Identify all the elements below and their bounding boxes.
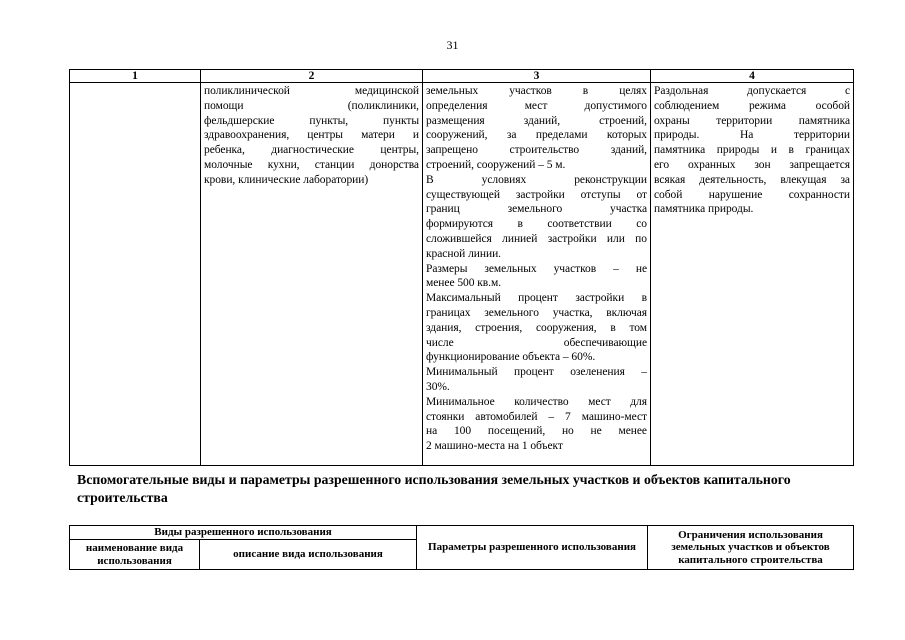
column-header-4: 4 — [651, 70, 854, 83]
main-table — [69, 69, 854, 466]
cell-paragraph — [426, 84, 647, 173]
cell-text-line: 30%. — [426, 380, 450, 393]
cell-text-line: строений, сооружений – 5 м. — [426, 158, 566, 171]
cell-text-line: В условиях реконструкции — [426, 173, 647, 186]
cell-text-line: числе обеспечивающие — [426, 336, 647, 349]
cell-text-line: размещения зданий, строений, — [426, 114, 647, 127]
cell-text-line: памятника природы и в границах — [654, 144, 850, 157]
main-table-header-row — [70, 70, 854, 83]
column-header-1: 1 — [70, 70, 201, 83]
cell-paragraph — [426, 291, 647, 365]
cell-text-line: поликлинической медицинской — [204, 85, 419, 97]
cell-text-line: определения мест допустимого — [426, 99, 647, 112]
cell-text-line: стоянки автомобилей – 7 машино-мест — [426, 410, 647, 423]
cell-text-line: природы. На территории — [654, 129, 850, 142]
table-row — [70, 83, 854, 466]
header-use-type-description: описание вида использования — [200, 540, 417, 570]
cell-text-line: Максимальный процент застройки в — [426, 292, 647, 305]
aux-table — [69, 525, 854, 570]
cell-text-line: Размеры земельных участков – не — [426, 262, 647, 275]
cell-text-line: сложившейся линией застройки или по — [426, 232, 647, 245]
table-cell-col2 — [201, 83, 423, 466]
cell-text-line: красной линии. — [426, 247, 502, 260]
cell-text-line: фельдшерские пункты, пункты — [204, 114, 419, 127]
cell-text-line: ребенка, диагностические центры, — [204, 144, 419, 157]
cell-text-line: Минимальный процент озеленения – — [426, 366, 647, 379]
column-header-2: 2 — [201, 70, 423, 83]
page-number: 31 — [446, 38, 459, 52]
cell-text-line: границ земельного участка — [426, 203, 647, 216]
cell-text-line: сооружений, за пределами которых — [426, 129, 647, 142]
cell-text-line: молочные кухни, станции донорства — [204, 158, 419, 171]
cell-text-line: 2 машино-места на 1 объект — [426, 440, 563, 453]
header-permitted-use-types: Виды разрешенного использования — [70, 526, 417, 540]
cell-text-line: Минимальное количество мест для — [426, 395, 647, 408]
cell-text-line: всякая деятельность, влекущая за — [654, 173, 850, 186]
cell-paragraph — [426, 262, 647, 292]
cell-text-line: существующей застройки отступы от — [426, 188, 647, 201]
table-cell-col3 — [423, 83, 651, 466]
cell-text-line: охраны территории памятника — [654, 114, 850, 127]
header-use-restrictions: Ограничения использования земельных участков и объектов капитального строительства — [648, 526, 854, 570]
cell-text-line: крови, клинические лаборатории) — [204, 173, 369, 186]
cell-text-line: формируются в соответствии со — [426, 218, 647, 231]
cell-text-line: здравоохранения, центры матери и — [204, 129, 419, 142]
cell-text-line: здания, строения, сооружения, в том — [426, 321, 647, 334]
table-cell-col4 — [651, 83, 854, 466]
cell-text-line: соблюдением режима особой — [654, 99, 850, 112]
cell-text-line: земельных участков в целях — [426, 85, 647, 97]
cell-text-line: памятника природы. — [654, 203, 754, 216]
column-header-3: 3 — [423, 70, 651, 83]
cell-text-line: менее 500 кв.м. — [426, 277, 502, 290]
cell-text-line: собой нарушение сохранности — [654, 188, 850, 201]
cell-text-line: на 100 посещений, но не менее — [426, 425, 647, 438]
header-use-type-name: наименование вида использования — [70, 540, 200, 570]
table-cell-col1 — [70, 83, 201, 466]
cell-text-line: его охранных зон запрещается — [654, 158, 850, 171]
cell-text-line: функционирование объекта – 60%. — [426, 351, 596, 364]
cell-text-line: помощи (поликлиники, — [204, 99, 419, 112]
cell-paragraph — [426, 395, 647, 454]
header-permitted-use-parameters: Параметры разрешенного использования — [417, 526, 648, 570]
cell-paragraph — [426, 365, 647, 395]
cell-text-line: Раздольная допускается с — [654, 85, 850, 97]
cell-text-line: границах земельного участка, включая — [426, 306, 647, 319]
cell-paragraph — [426, 173, 647, 262]
section-title: Вспомогательные виды и параметры разрешенного использования земельных участков и объектов капитального строительства — [77, 472, 791, 505]
cell-text-line: запрещено строительство зданий, — [426, 144, 647, 157]
